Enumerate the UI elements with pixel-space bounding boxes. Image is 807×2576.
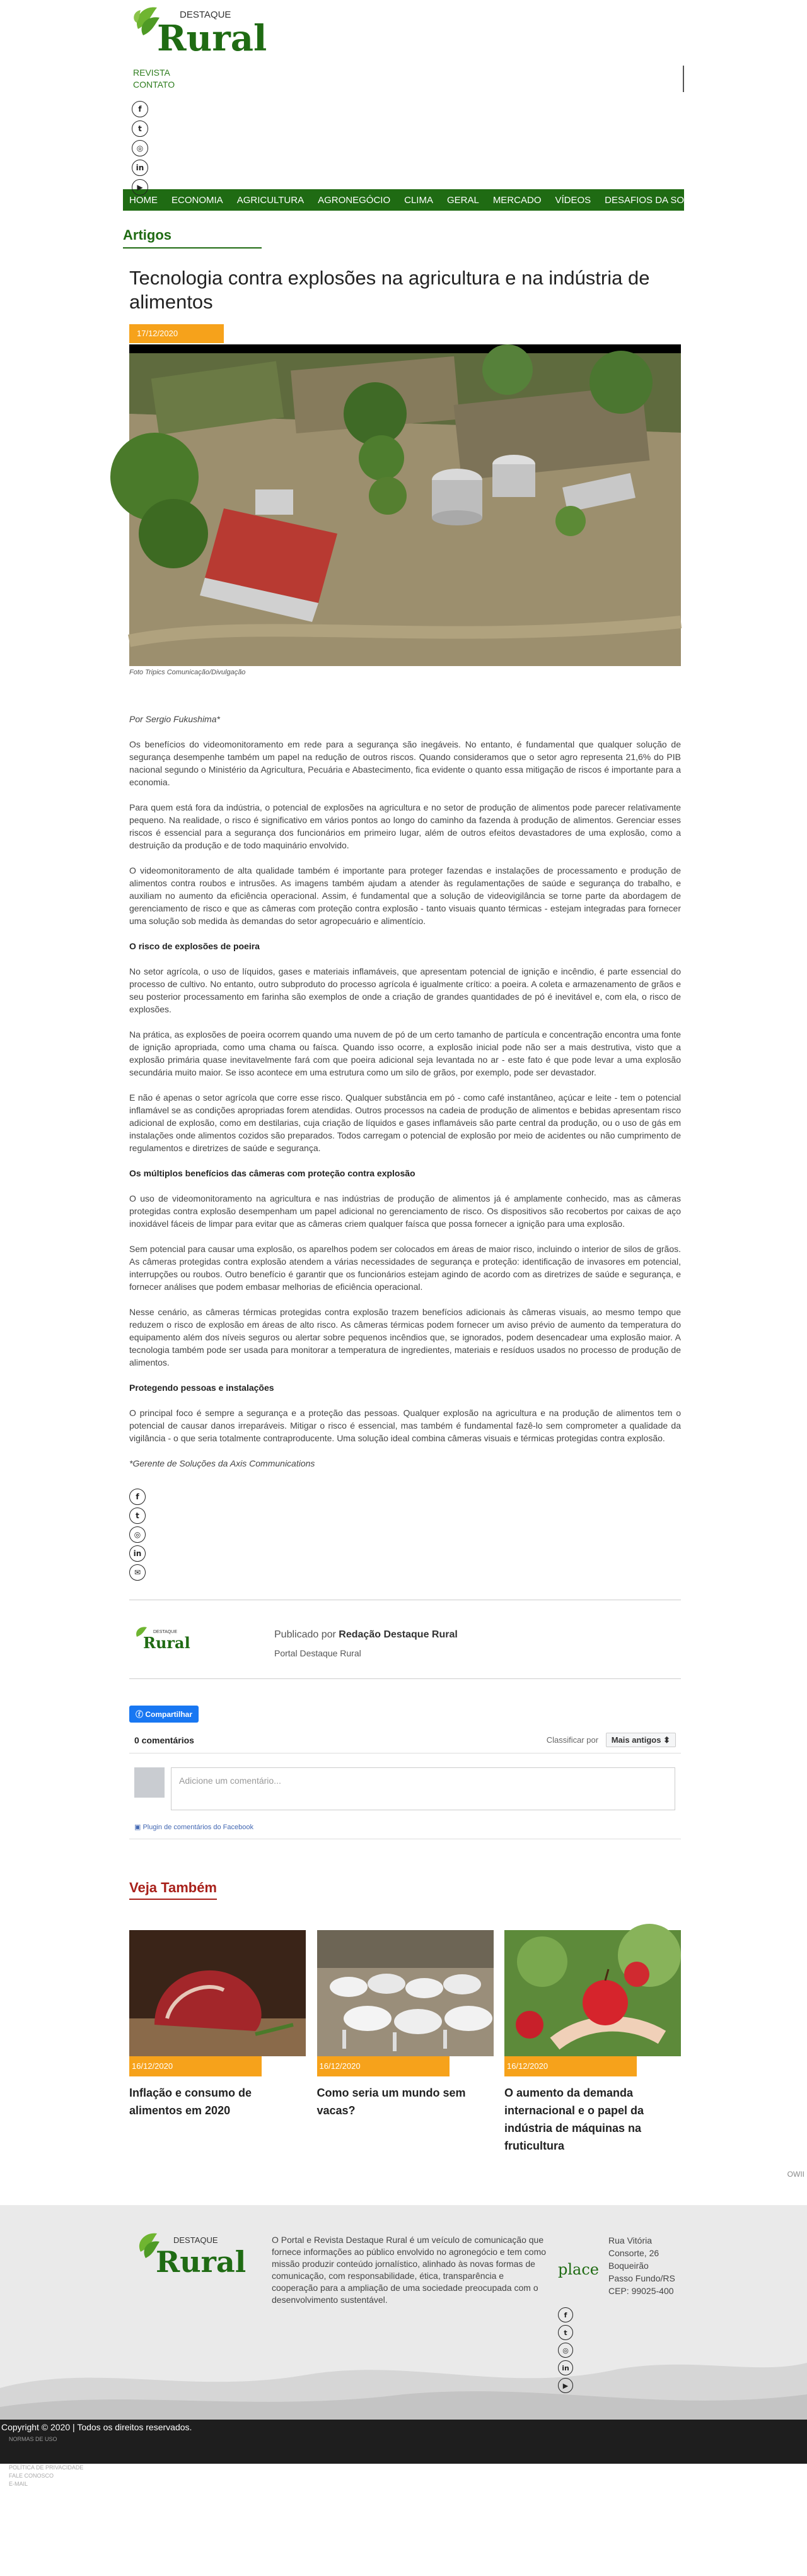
address-line: Boqueirão — [608, 2261, 649, 2271]
article-subheading: O risco de explosões de poeira — [129, 941, 260, 951]
comments-plugin-link[interactable] — [129, 1823, 681, 1839]
footer-about: O Portal e Revista Destaque Rural é um veículo de comunicação que fornece informações ao público envolvido no agronegócio e tem como missão produzir conteúdo jornalístico, alinhado às novas formas de comunicação, com responsabilidade, ética, transparência e cooperação para a ampliação de uma sociedade preocupada com o desenvolvimento sustentável. — [272, 2235, 547, 2305]
article-paragraph: Os benefícios do videomonitoramento em rede para a segurança são inegáveis. No entanto, é fundamental que qualquer solução de segurança desempenhe também um papel na redução de outros riscos. Quando consideramos que o setor agro representa 21,6% do PIB nacional segundo o Ministério da Agricultura, Pecuária e Abastecimento, fica evidente o quanto essa mitigação de riscos é importante para a economia. — [129, 739, 681, 787]
article-paragraph: O uso de videomonitoramento na agricultura e nas indústrias de produção de alimentos já é amplamente conhecido, mas as câmeras protegidas contra explosão desempenham um papel adicional no gerenciamento de risco. Os dispositivos são recobertos por caixas de aço inoxidável fáceis de limpar para evitar que as câmeras criem qualquer faísca que possa fornecer a ignição para uma explosão. — [129, 1193, 681, 1229]
author-portal: Portal Destaque Rural — [274, 1648, 361, 1658]
instagram-icon[interactable]: ◎ — [558, 2343, 573, 2358]
comment-count: 0 comentários — [134, 1735, 194, 1745]
article-author-note: *Gerente de Soluções da Axis Communications — [129, 1458, 315, 1468]
photo-caption: Foto Tripics Comunicação/Divulgação — [129, 669, 246, 676]
footer-links-more — [9, 2464, 83, 2488]
youtube-icon[interactable]: ▶ — [132, 179, 148, 196]
related-card-date: 16/12/2020 — [129, 2056, 262, 2076]
article-subheading: Protegendo pessoas e instalações — [129, 1383, 274, 1393]
related-card-image — [504, 1930, 681, 2056]
related-card-title[interactable]: O aumento da demanda internacional e o papel da indústria de máquinas na fruticultura — [504, 2087, 644, 2152]
footer-address — [608, 2234, 675, 2297]
sort-value: Mais antigos — [611, 1735, 661, 1745]
related-card-title[interactable]: Como seria um mundo sem vacas? — [316, 2087, 466, 2117]
published-by — [274, 1629, 458, 1641]
contato-link[interactable]: CONTATO — [133, 79, 175, 90]
svg-text:DESTAQUE: DESTAQUE — [180, 9, 231, 20]
related-card[interactable] — [317, 1930, 494, 2155]
article-paragraph: Para quem está fora da indústria, o potencial de explosões na agricultura e no setor de produção de alimentos pode parecer relativamente pequeno. Na realidade, o risco é significativo em vários pontos ao longo do caminho da fazenda à produção de alimentos. Gerenciar esses riscos é essencial para a segurança dos funcionários em primeiro lugar, além de outros efeitos devastadores de uma explosão, como a destruição da produção e de todo maquinário envolvido. — [129, 802, 681, 850]
comment-input[interactable]: Adicione um comentário... — [171, 1767, 675, 1810]
svg-text:DESTAQUE: DESTAQUE — [153, 1630, 177, 1634]
nav-clima[interactable]: CLIMA — [404, 194, 433, 206]
header-divider — [683, 66, 684, 92]
svg-text:Rural: Rural — [143, 1634, 190, 1652]
copyright-text: Copyright © 2020 | Todos os direitos reservados. — [1, 2422, 192, 2432]
share-label: Compartilhar — [145, 1710, 193, 1719]
main-nav — [123, 189, 695, 211]
facebook-comments — [129, 1735, 681, 1839]
article-subheading: Os múltiplos benefícios das câmeras com proteção contra explosão — [129, 1168, 415, 1178]
nav-home[interactable]: HOME — [129, 194, 158, 206]
comments-header — [129, 1735, 681, 1753]
facebook-share-button[interactable] — [129, 1706, 199, 1723]
nav-agricultura[interactable]: AGRICULTURA — [236, 194, 305, 206]
svg-text:Rural: Rural — [157, 18, 267, 59]
linkedin-icon[interactable]: in — [129, 1545, 146, 1562]
article-paragraph: Sem potencial para causar uma explosão, os aparelhos podem ser colocados em áreas de maior risco, incluindo o interior de silos de grãos. As câmeras protegidas contra explosão atendem a várias necessidades de segurança e proteção: identificação de invasores em potencial, interrupções ou roubos. Outro benefício é garantir que os funcionários estejam agindo de acordo com as diretrizes de saúde e segurança, e fornecer análises que podem embasar melhorias de eficiência operacional. — [129, 1244, 681, 1292]
article-date: 17/12/2020 — [129, 324, 224, 343]
related-card-date: 16/12/2020 — [504, 2056, 637, 2076]
footer-social — [558, 2307, 573, 2396]
facebook-icon: ⓕ — [136, 1710, 146, 1719]
svg-text:DESTAQUE: DESTAQUE — [173, 2235, 218, 2245]
section-title: Artigos — [123, 227, 262, 249]
place-logo: place — [558, 2261, 599, 2278]
author-box — [129, 1600, 681, 1679]
published-prefix: Publicado por — [274, 1629, 336, 1640]
linkedin-icon[interactable]: in — [132, 160, 148, 176]
article-body — [129, 713, 681, 1470]
youtube-icon[interactable]: ▶ — [558, 2378, 573, 2393]
twitter-icon[interactable]: t — [558, 2325, 573, 2340]
copyright-bar — [0, 2420, 807, 2464]
email-icon[interactable]: ✉ — [129, 1564, 146, 1581]
author-logo — [134, 1625, 190, 1652]
address-line: Passo Fundo/RS — [608, 2273, 675, 2283]
comment-sort — [547, 1735, 676, 1745]
nav-geral[interactable]: GERAL — [446, 194, 479, 206]
sort-label: Classificar por — [546, 1735, 599, 1745]
related-card[interactable] — [504, 1930, 681, 2155]
article-paragraph: O videomonitoramento de alta qualidade também é importante para proteger fazendas e instalações de processamento e produção de alimentos contra roubos e intrusões. As imagens também ajudam a atender às regulamentações de saúde e segurança do trabalho, e auxiliam no aumento da eficiência operacional. Assim, é fundamental que a solução de videovigilância se torne parte da abordagem de gerenciamento de risco e que as câmeras com proteção contra explosão - tanto visuais quanto térmicas - estejam integradas para fornecer uma solução sob medida às demandas do setor agropecuário e alimentício. — [129, 865, 681, 926]
instagram-icon[interactable]: ◎ — [129, 1526, 146, 1543]
footer-links — [9, 2436, 57, 2443]
related-card[interactable] — [129, 1930, 306, 2155]
owii-badge[interactable]: OWII — [787, 2170, 804, 2179]
linkedin-icon[interactable]: in — [558, 2360, 573, 2375]
article — [123, 266, 684, 2155]
twitter-icon[interactable]: t — [132, 120, 148, 137]
see-also-title: Veja Também — [129, 1880, 217, 1900]
article-share-icons — [129, 1489, 684, 1581]
footer-link-strip — [0, 2464, 807, 2508]
comment-compose — [129, 1767, 681, 1810]
avatar — [134, 1767, 165, 1798]
related-card-image — [129, 1930, 306, 2056]
address-line: CEP: 99025-400 — [608, 2286, 674, 2296]
footer-link-fale-conosco[interactable]: FALE CONOSCO — [9, 2473, 54, 2479]
article-paragraph: Na prática, as explosões de poeira ocorrem quando uma nuvem de pó de um certo tamanho de partícula e concentração encontra uma fonte de ignição apropriada, como uma chama ou faísca. Quando isso ocorre, a explosão inicial pode não ser a mais destrutiva, visto que a explosão primária quase inevitavelmente fará com que poeira adicional seja levantada no ar - este fato é que pode levar a uma explosão secundária muito maior. Se isso acontece em uma estrutura como um silo de grãos, por exemplo, pode ser devastador. — [129, 1029, 681, 1077]
article-author-note: Por Sergio Fukushima* — [129, 714, 220, 724]
facebook-icon[interactable]: f — [558, 2307, 573, 2322]
chevron-down-icon: ⬍ — [663, 1735, 670, 1745]
article-paragraph: E não é apenas o setor agrícola que corre esse risco. Qualquer substância em pó - como café instantâneo, açúcar e leite - tem o potencial inflamável se as condições apropriadas forem atendidas. Outros processos na cadeia de produção de alimentos e bebidas apresentam risco adicional de explosão, como em destilarias, cuja criação de líquidos e gases inflamáveis são parte central da produção, ou o uso de gás em instalações onde alimentos cozidos são preparados. Todos carregam o potencial de explosão por meio de acidentes ou não cumprimento de regulamentos e diretrizes de saúde e segurança. — [129, 1092, 681, 1153]
nav-agronegocio[interactable]: AGRONEGÓCIO — [318, 194, 391, 206]
related-card-title[interactable]: Inflação e consumo de alimentos em 2020 — [129, 2087, 252, 2117]
site-header — [123, 0, 684, 192]
facebook-icon[interactable]: f — [129, 1489, 146, 1505]
site-logo[interactable] — [132, 4, 267, 59]
instagram-icon[interactable]: ◎ — [132, 140, 148, 156]
facebook-icon[interactable]: f — [132, 101, 148, 117]
article-paragraph: No setor agrícola, o uso de líquidos, gases e materiais inflamáveis, que apresentam potencial de ignição e incêndio, é parte essencial do processo de cultivo. No entanto, outro subproduto do processo agrícola é igualmente crítico: a poeira. A coleta e armazenamento de grãos e seu posterior processamento em farinha são exemplos de onde a criação de grandes quantidades de pó é inevitável e, com ela, o risco de explosões. — [129, 966, 681, 1014]
facebook-icon: ▣ — [134, 1824, 143, 1831]
author-name[interactable]: Redação Destaque Rural — [339, 1629, 458, 1640]
plugin-label: Plugin de comentários do Facebook — [142, 1824, 253, 1831]
footer-link-privacidade[interactable]: POLÍTICA DE PRIVACIDADE — [9, 2464, 84, 2471]
related-articles — [129, 1930, 681, 2155]
related-card-date: 16/12/2020 — [317, 2056, 450, 2076]
footer-link-email[interactable]: E-MAIL — [9, 2481, 28, 2487]
svg-text:Rural: Rural — [156, 2245, 247, 2279]
sort-select[interactable] — [606, 1733, 676, 1747]
header-social — [132, 101, 148, 199]
footer-logo[interactable] — [136, 2230, 247, 2279]
twitter-icon[interactable]: t — [129, 1508, 146, 1524]
address-line: Rua Vitória — [608, 2235, 653, 2245]
header-links — [133, 67, 175, 91]
article-title: Tecnologia contra explosões na agricultura e na indústria de alimentos — [129, 267, 650, 313]
nav-desafios-da-soja[interactable]: DESAFIOS DA SOJA — [605, 194, 695, 206]
address-line: Consorte, 26 — [608, 2248, 659, 2258]
related-card-image — [317, 1930, 494, 2056]
revista-link[interactable]: REVISTA — [133, 67, 170, 78]
nav-economia[interactable]: ECONOMIA — [171, 194, 223, 206]
article-photo — [129, 344, 681, 666]
article-paragraph: Nesse cenário, as câmeras térmicas protegidas contra explosão trazem benefícios adicionais às câmeras visuais, ao mesmo tempo que reduzem o risco de explosão em áreas de alto risco. As câmeras térmicas podem fornecer um aviso prévio de aumento da temperatura do equipamento além dos níveis seguros ou alertar sobre pequenos incêndios que, se ignorados, podem desencadear uma explosão maior. A tecnologia também pode ser usada para monitorar a temperatura de ingredientes, materiais e resíduos usados no processo de produção de alimentos. — [129, 1307, 681, 1367]
nav-videos[interactable]: VÍDEOS — [555, 194, 591, 206]
footer-link-normas[interactable]: NORMAS DE USO — [9, 2436, 57, 2442]
nav-mercado[interactable]: MERCADO — [492, 194, 542, 206]
article-paragraph: O principal foco é sempre a segurança e a proteção das pessoas. Qualquer explosão na agricultura e na produção de alimentos tem o potencial de causar danos irreparáveis. Mitigar o risco é essencial, mas também é fundamental fazê-lo sem comprometer a qualidade da vigilância - o que seria totalmente contraproducente. Uma solução ideal combina câmeras visuais e térmicas protegidas contra explosão. — [129, 1408, 681, 1443]
site-footer — [0, 2205, 807, 2420]
